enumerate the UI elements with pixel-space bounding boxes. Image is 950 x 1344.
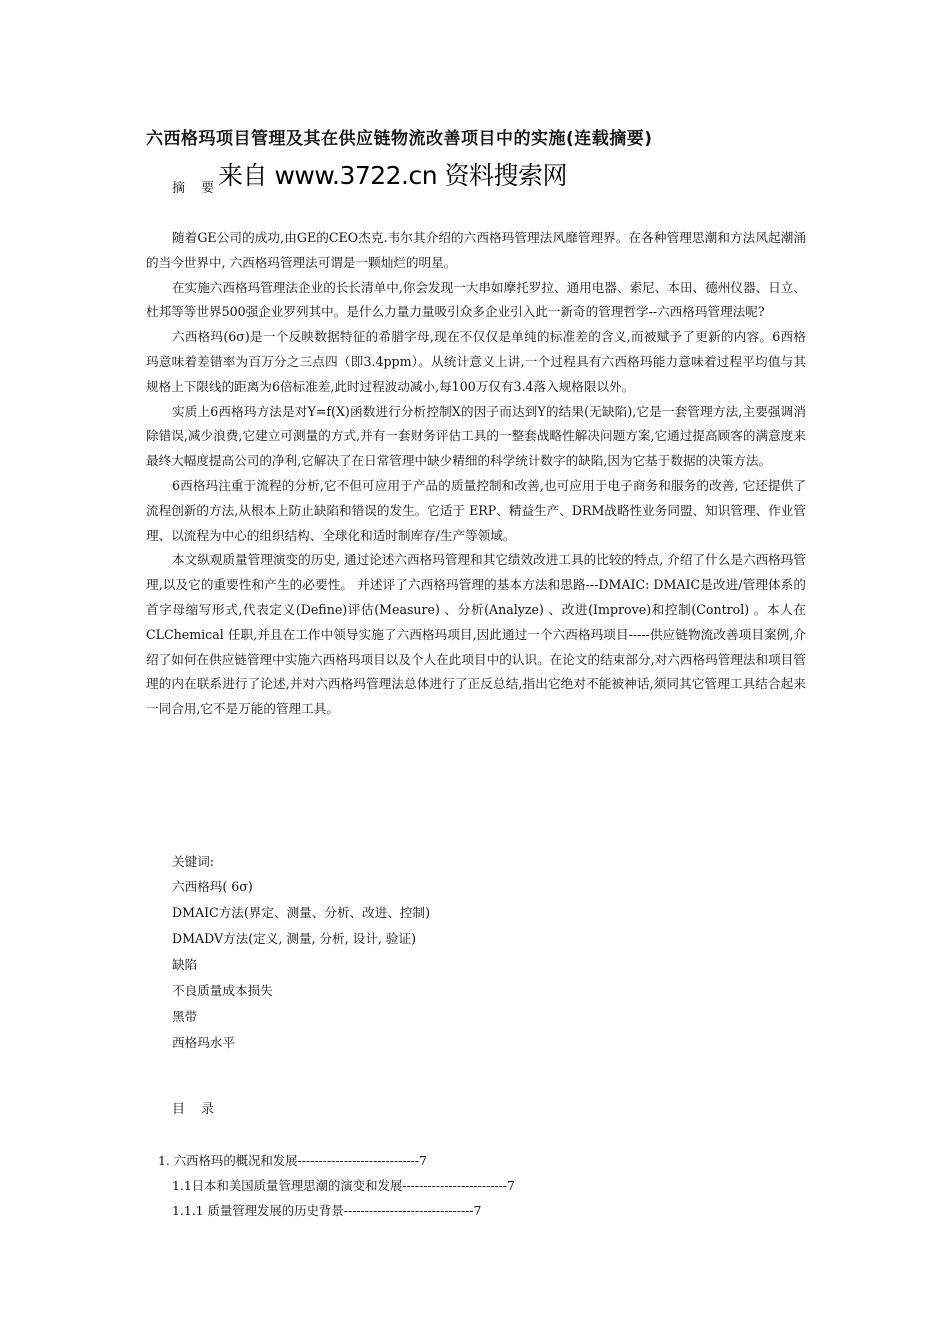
toc-entry[interactable]: 1. 六西格玛的概况和发展-----------------------------7 xyxy=(158,1153,427,1168)
keywords-heading: 关键词: xyxy=(172,854,215,869)
table-of-contents xyxy=(158,1148,515,1223)
toc-entry[interactable]: 1.1日本和美国质量管理思潮的演变和发展-------------------------7 xyxy=(172,1178,515,1193)
paragraph: 本文纵观质量管理演变的历史, 通过论述六西格玛管理和其它绩效改进工具的比较的特点, 介绍了什么是六西格玛管理,以及它的重要性和产生的必要性。 并述评了六西格玛管理的基本方法和思路---DMAIC: DMAIC是改进/管理体系的首字母缩写形式,代表定义(Define)评估(Measure) 、分析(Analyze) 、改进(Improve)和控制(Control) 。本人在CLChemical 任职,并且在工作中领导实施了六西格玛项目,因此通过一个六西格玛项目-----供应链物流改善项目案例,介绍了如何在供应链管理中实施六西格玛项目以及个人在此项目中的认识。在论文的结束部分,对六西格玛管理法和项目管理的内在联系进行了论述,并对六西格玛管理法总体进行了正反总结,指出它绝对不能被神话,须同其它管理工具结合起来一同合用,它不是万能的管理工具。 xyxy=(146,552,806,717)
keyword-item: 西格玛水平 xyxy=(172,1035,235,1050)
paragraph: 在实施六西格玛管理法企业的长长清单中,你会发现一大串如摩托罗拉、通用电器、索尼、本田、德州仪器、日立、杜邦等等世界500强企业罗列其中。是什么力量力量吸引众多企业引入此一新奇的管理哲学--六西格玛管理法呢? xyxy=(146,279,806,320)
document-title: 六西格玛项目管理及其在供应链物流改善项目中的实施(连载摘要) xyxy=(146,129,653,149)
paragraph: 六西格玛(6σ)是一个反映数据特征的希腊字母,现在不仅仅是单纯的标准差的含义,而被赋予了更新的内容。6西格玛意味着差错率为百万分之三点四（即3.4ppm）。从统计意义上讲,一个过程具有六西格玛能力意味着过程平均值与其规格上下限线的距离为6倍标准差,此时过程波动减小,每100万仅有3.4落入规格限以外。 xyxy=(146,329,806,394)
keyword-item: 六西格玛( 6σ) xyxy=(172,879,253,894)
toc-entry[interactable]: 1.1.1 质量管理发展的历史背景-------------------------------7 xyxy=(172,1203,482,1218)
keyword-item: DMAIC方法(界定、测量、分析、改进、控制) xyxy=(172,905,431,920)
toc-heading: 目 录 xyxy=(172,1102,221,1117)
abstract-heading: 摘 要 xyxy=(172,181,221,196)
keyword-item: DMADV方法(定义, 测量, 分析, 设计, 验证) xyxy=(172,931,417,946)
keywords-list xyxy=(172,874,430,1056)
keyword-item: 黑带 xyxy=(172,1009,198,1024)
keyword-item: 缺陷 xyxy=(172,957,198,972)
paragraph: 6西格玛注重于流程的分析,它不但可应用于产品的质量控制和改善,也可应用于电子商务和服务的改善, 它还提供了流程创新的方法,从根本上防止缺陷和错误的发生。它适于 ERP、精益生产、DRM战略性业务同盟、知识管理、作业管理、以流程为中心的组织结构、全球化和适时制库存/生产等领域。 xyxy=(146,477,806,543)
abstract-body xyxy=(146,226,806,722)
keyword-item: 不良质量成本损失 xyxy=(172,983,273,998)
paragraph: 随着GE公司的成功,由GE的CEO杰克.韦尔其介绍的六西格玛管理法风靡管理界。在各种管理思潮和方法风起潮涌的当今世界中, 六西格玛管理法可谓是一颗灿烂的明星。 xyxy=(146,230,806,270)
watermark-banner: 来自 www.3722.cn 资料搜索网 xyxy=(218,161,568,190)
paragraph: 实质上6西格玛方法是对Y=f(X)函数进行分析控制X的因子而达到Y的结果(无缺陷),它是一套管理方法,主要强调消除错误,减少浪费,它建立可测量的方式,并有一套财务评估工具的一整套战略性解决问题方案,它通过提高顾客的满意度来最终大幅度提高公司的净利,它解决了在日常管理中缺少精细的科学统计数字的缺陷,因为它基于数据的决策方法。 xyxy=(146,403,806,469)
